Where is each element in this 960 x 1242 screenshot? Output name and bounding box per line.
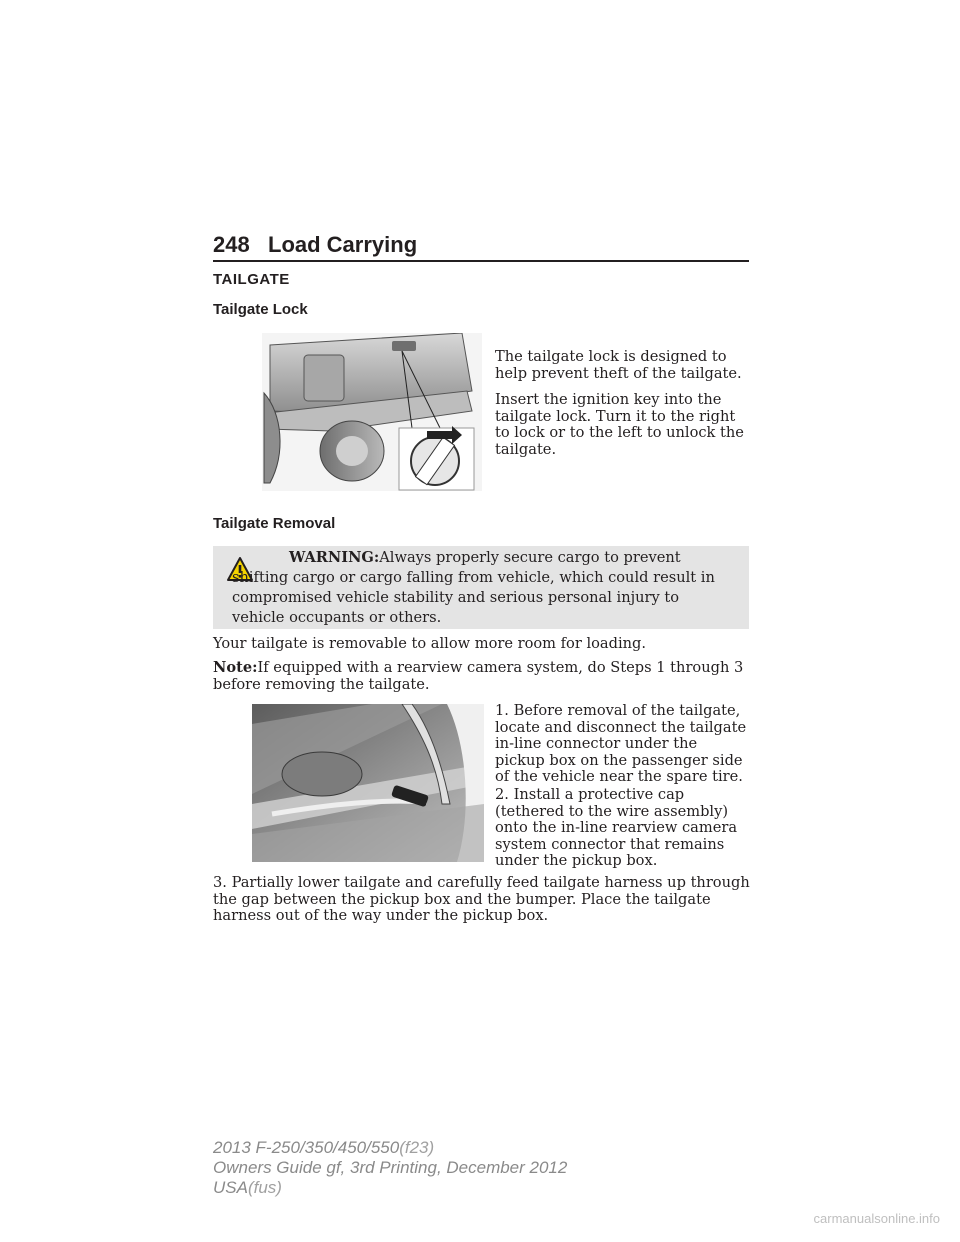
warning-body: Always properly secure cargo to prevent shifting cargo or cargo falling from vehicle, which could result in compromised vehicle stability and serious personal injury to vehicle occupants or others. bbox=[232, 549, 715, 626]
removal-intro: Your tailgate is removable to allow more room for loading. bbox=[213, 635, 647, 652]
note-label: Note: bbox=[213, 659, 258, 676]
header-rule bbox=[213, 260, 749, 262]
connector-illustration bbox=[252, 704, 484, 862]
footer-model: 2013 F-250/350/450/550 bbox=[213, 1138, 400, 1157]
page-number: 248 bbox=[213, 232, 250, 257]
watermark: carmanualsonline.info bbox=[813, 1211, 940, 1226]
section-title: TAILGATE bbox=[213, 271, 290, 288]
footer-market-code: (fus) bbox=[247, 1178, 282, 1197]
removal-note bbox=[213, 660, 753, 693]
truck-rear-lock-icon bbox=[262, 333, 482, 491]
footer-line-3 bbox=[213, 1178, 282, 1198]
step-1: 1. Before removal of the tailgate, locate and disconnect the tailgate in-line connector under the pickup box on the passenger side of the vehicle near the spare tire. bbox=[495, 702, 747, 786]
warning-label: WARNING: bbox=[289, 549, 380, 566]
harness-connector-icon bbox=[252, 704, 484, 862]
tailgate-lock-paragraph-1: The tailgate lock is designed to help prevent theft of the tailgate. bbox=[495, 348, 742, 382]
step-2: 2. Install a protective cap (tethered to the wire assembly) onto the in-line rearview camera system connector that remains under the pickup box. bbox=[495, 786, 738, 870]
tailgate-lock-illustration bbox=[262, 333, 482, 491]
footer-line-2: Owners Guide gf, 3rd Printing, December 2012 bbox=[213, 1158, 568, 1177]
tailgate-lock-paragraph-2: Insert the ignition key into the tailgate lock. Turn it to the right to lock or to the left to unlock the tailgate. bbox=[495, 391, 744, 458]
footer-model-code: (f23) bbox=[399, 1138, 435, 1157]
tailgate-removal-heading: Tailgate Removal bbox=[213, 515, 336, 532]
page-header-title: Load Carrying bbox=[268, 232, 418, 257]
footer-line-1 bbox=[213, 1138, 434, 1158]
step-3: 3. Partially lower tailgate and carefully feed tailgate harness up through the gap between the pickup box and the bumper. Place the tailgate harness out of the way under the pickup box. bbox=[213, 874, 750, 925]
footer-market: USA bbox=[213, 1178, 248, 1197]
warning-text bbox=[232, 548, 732, 628]
note-text: If equipped with a rearview camera system, do Steps 1 through 3 before removing the tailgate. bbox=[213, 659, 744, 693]
tailgate-lock-heading: Tailgate Lock bbox=[213, 301, 308, 318]
